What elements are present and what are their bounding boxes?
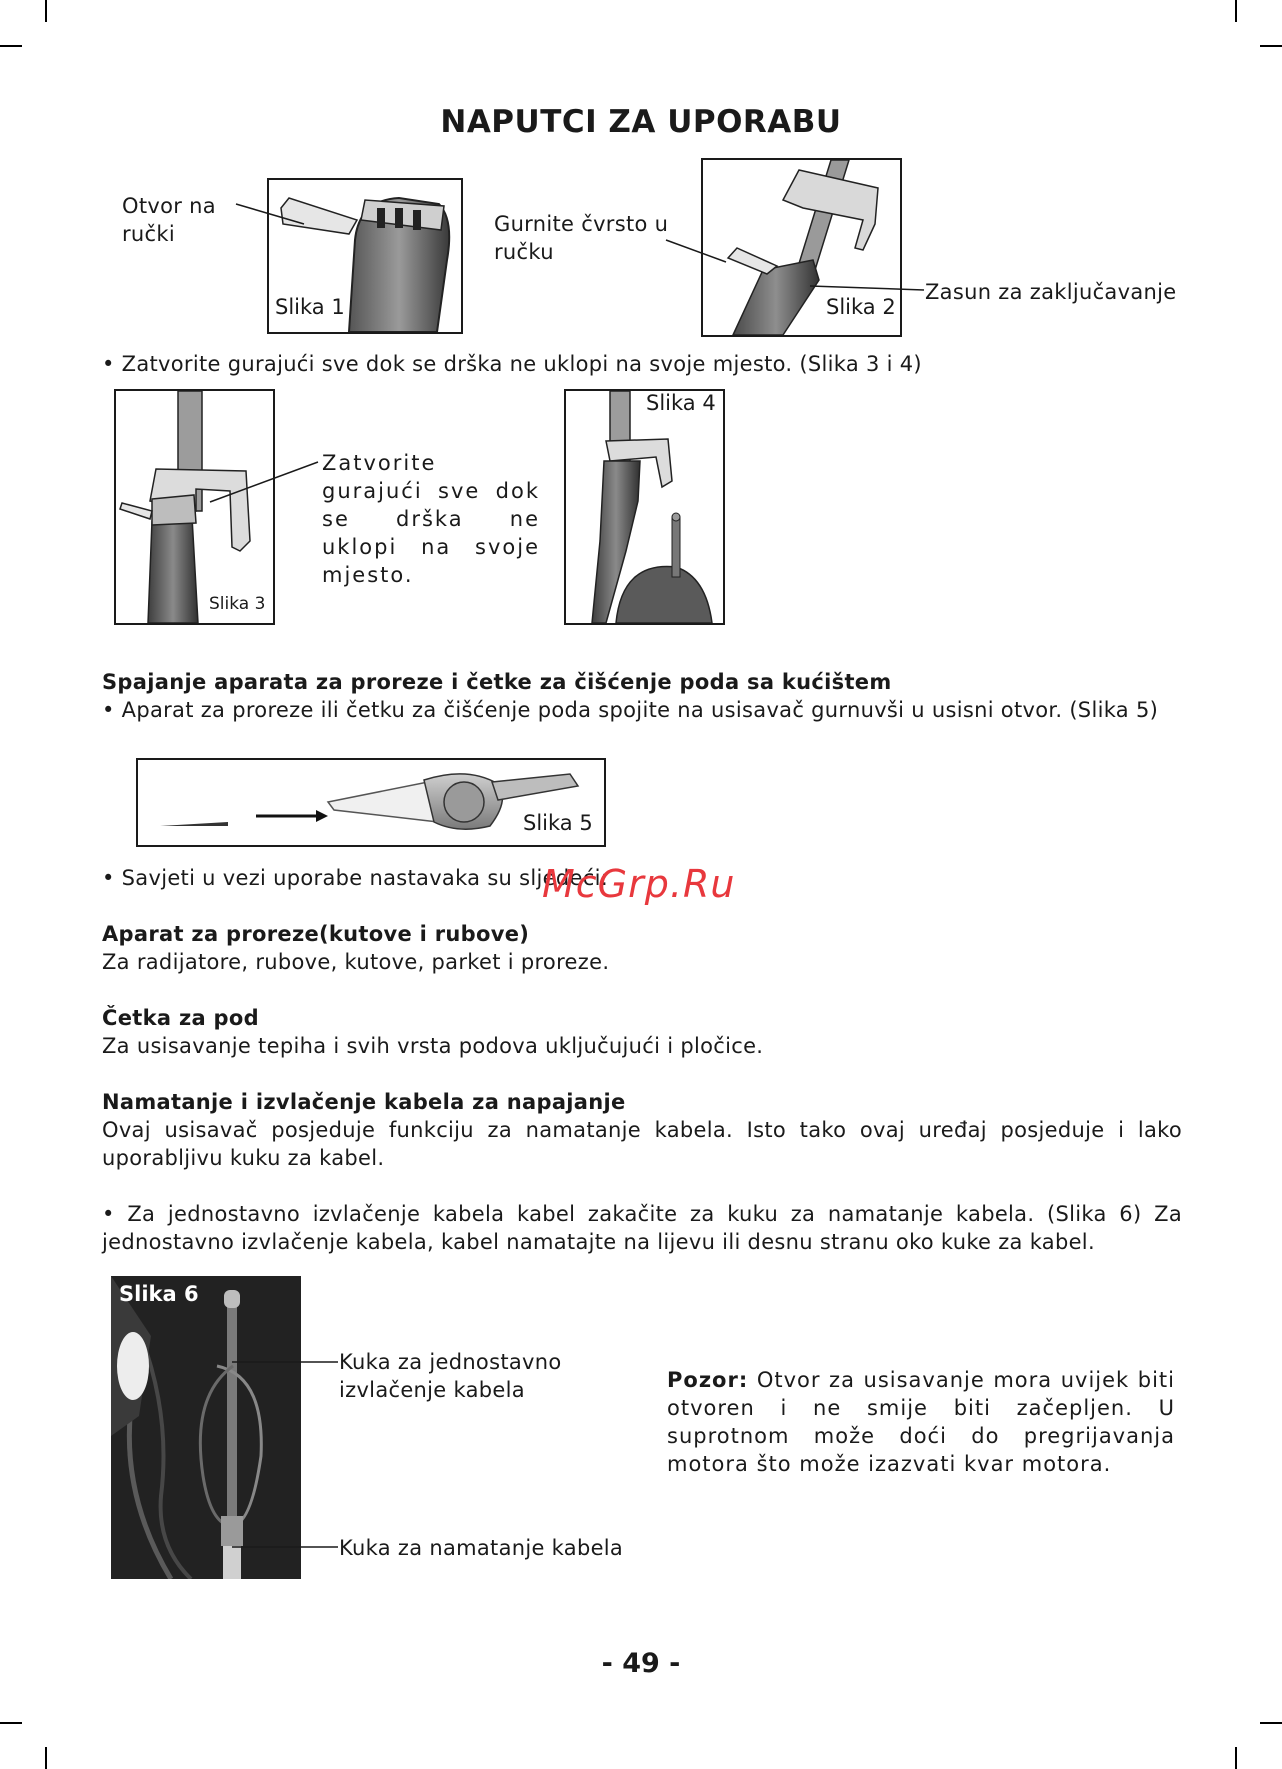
section-cable-text: Ovaj usisavač posjeduje funkciju za namatanje kabela. Isto tako ovaj uređaj posjeduje i lako uporabljivu kuku za kabel. <box>102 1118 1182 1170</box>
fig2-label-right: Zasun za zaključavanje <box>925 280 1177 304</box>
warning-block <box>667 1366 1175 1478</box>
warning-text: Otvor za usisavanje mora uvijek biti otvoren i ne smije biti začepljen. U suprotnom može doći do pregrijavanja motora što može izazvati kvar motora. <box>667 1368 1175 1476</box>
fig4-caption: Slika 4 <box>643 391 719 415</box>
fig4-image <box>564 389 725 625</box>
crop-mark <box>0 1722 22 1724</box>
section-connect-heading: Spajanje aparata za proreze i četke za čišćenje poda sa kućištem <box>102 670 892 694</box>
section-brush-text: Za usisavanje tepiha i svih vrsta podova uključujući i pločice. <box>102 1034 764 1058</box>
crop-mark <box>1260 1722 1282 1724</box>
section-crevice-heading: Aparat za proreze(kutove i rubove) <box>102 922 530 946</box>
fig3-caption: Slika 3 <box>206 594 268 614</box>
page-number: - 49 - <box>601 1648 681 1679</box>
fig6-leader-line-bottom <box>232 1537 342 1557</box>
fig1-caption: Slika 1 <box>272 295 348 319</box>
section-cable-heading: Namatanje i izvlačenje kabela za napajanje <box>102 1090 626 1114</box>
crop-mark <box>1235 0 1237 22</box>
section-connect-text: • Aparat za proreze ili četku za čišćenje poda spojite na usisavač gurnuvši u usisni otvor. (Slika 5) <box>102 698 1159 722</box>
watermark: McGrp.Ru <box>542 862 736 906</box>
fig1-leader-line <box>232 196 312 236</box>
warning-label: Pozor: <box>667 1368 749 1392</box>
fig3-label: Zatvorite gurajući sve dok se drška ne uklopi na svoje mjesto. <box>322 451 540 587</box>
step-close-text: • Zatvorite gurajući sve dok se drška ne uklopi na svoje mjesto. (Slika 3 i 4) <box>102 352 922 376</box>
crop-mark <box>0 45 22 47</box>
section-brush-heading: Četka za pod <box>102 1006 259 1030</box>
crop-mark <box>1235 1747 1237 1769</box>
fig5-caption: Slika 5 <box>520 811 596 835</box>
fig6-image <box>111 1276 301 1579</box>
fig2-caption: Slika 2 <box>823 295 899 319</box>
crop-mark <box>45 0 47 22</box>
fig2-leader-line-left <box>664 234 744 284</box>
fig6-leader-line-top <box>232 1352 342 1372</box>
fig6-label-bottom: Kuka za namatanje kabela <box>339 1536 624 1560</box>
crop-mark <box>45 1747 47 1769</box>
crop-mark <box>1260 45 1282 47</box>
fig6-label-top: Kuka za jednostavno izvlačenje kabela <box>339 1350 562 1402</box>
fig2-label-left: Gurnite čvrsto u ručku <box>494 212 669 264</box>
tips-intro-text: • Savjeti u vezi uporabe nastavaka su sljedeći: <box>102 866 609 890</box>
page-title: NAPUTCI ZA UPORABU <box>440 104 842 140</box>
section-crevice-text: Za radijatore, rubove, kutove, parket i proreze. <box>102 950 610 974</box>
fig6-caption: Slika 6 <box>119 1282 199 1306</box>
fig1-label: Otvor na ručki <box>122 194 216 246</box>
section-cable-step: • Za jednostavno izvlačenje kabela kabel zakačite za kuku za namatanje kabela. (Slika 6) Za jednostavno izvlačenje kabela, kabel namatajte na lijevu ili desnu stranu oko kuke za kabel. <box>102 1202 1182 1254</box>
fig3-leader-line <box>206 458 326 518</box>
